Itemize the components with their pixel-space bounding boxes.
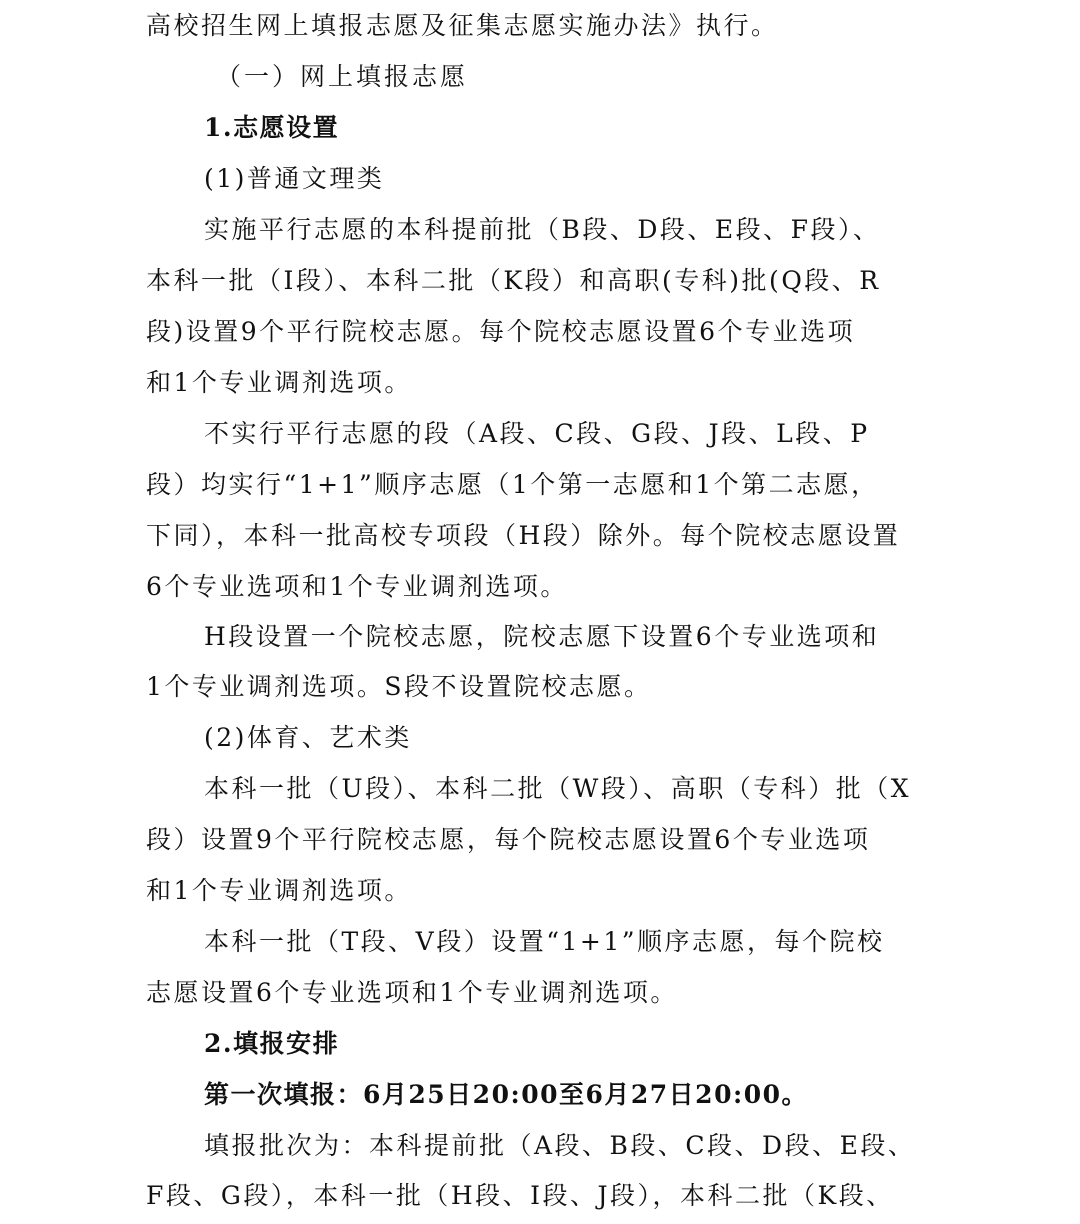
paragraph-line: 段）设置9个平行院校志愿，每个院校志愿设置6个专业选项 bbox=[146, 825, 871, 854]
paragraph-line: 本科一批（U段）、本科二批（W段）、高职（专科）批（X bbox=[204, 774, 912, 803]
subsection-heading: 1.志愿设置 bbox=[204, 113, 340, 142]
paragraph-line: 志愿设置6个专业选项和1个专业调剂选项。 bbox=[146, 978, 678, 1007]
schedule-line: 第一次填报：6月25日20:00至6月27日20:00。 bbox=[204, 1080, 808, 1109]
paragraph-line: 不实行平行志愿的段（A段、C段、G段、J段、L段、P bbox=[204, 419, 870, 448]
category-heading: (1)普通文理类 bbox=[204, 164, 385, 193]
paragraph-line: 6个专业选项和1个专业调剂选项。 bbox=[146, 572, 568, 601]
paragraph-line: 和1个专业调剂选项。 bbox=[146, 368, 412, 397]
paragraph-line: 填报批次为：本科提前批（A段、B段、C段、D段、E段、 bbox=[204, 1131, 916, 1160]
section-heading: （一）网上填报志愿 bbox=[216, 62, 469, 91]
paragraph-line: 和1个专业调剂选项。 bbox=[146, 876, 412, 905]
paragraph-line: H段设置一个院校志愿，院校志愿下设置6个专业选项和 bbox=[204, 622, 880, 651]
paragraph-line: 段）均实行“1+1”顺序志愿（1个第一志愿和1个第二志愿， bbox=[146, 470, 879, 499]
paragraph-line: 1个专业调剂选项。S段不设置院校志愿。 bbox=[146, 672, 652, 701]
paragraph-line: 本科一批（T段、V段）设置“1+1”顺序志愿，每个院校 bbox=[204, 927, 885, 956]
paragraph-line: 下同），本科一批高校专项段（H段）除外。每个院校志愿设置 bbox=[146, 521, 901, 550]
subsection-heading: 2.填报安排 bbox=[204, 1029, 340, 1058]
paragraph-line: 段)设置9个平行院校志愿。每个院校志愿设置6个专业选项 bbox=[146, 317, 856, 346]
paragraph-line: 高校招生网上填报志愿及征集志愿实施办法》执行。 bbox=[146, 11, 779, 40]
paragraph-line: 本科一批（I段）、本科二批（K段）和高职(专科)批(Q段、R bbox=[146, 266, 881, 295]
paragraph-line: F段、G段），本科一批（H段、I段、J段），本科二批（K段、 bbox=[146, 1181, 894, 1210]
paragraph-line: 实施平行志愿的本科提前批（B段、D段、E段、F段）、 bbox=[204, 215, 881, 244]
category-heading: (2)体育、艺术类 bbox=[204, 723, 412, 752]
